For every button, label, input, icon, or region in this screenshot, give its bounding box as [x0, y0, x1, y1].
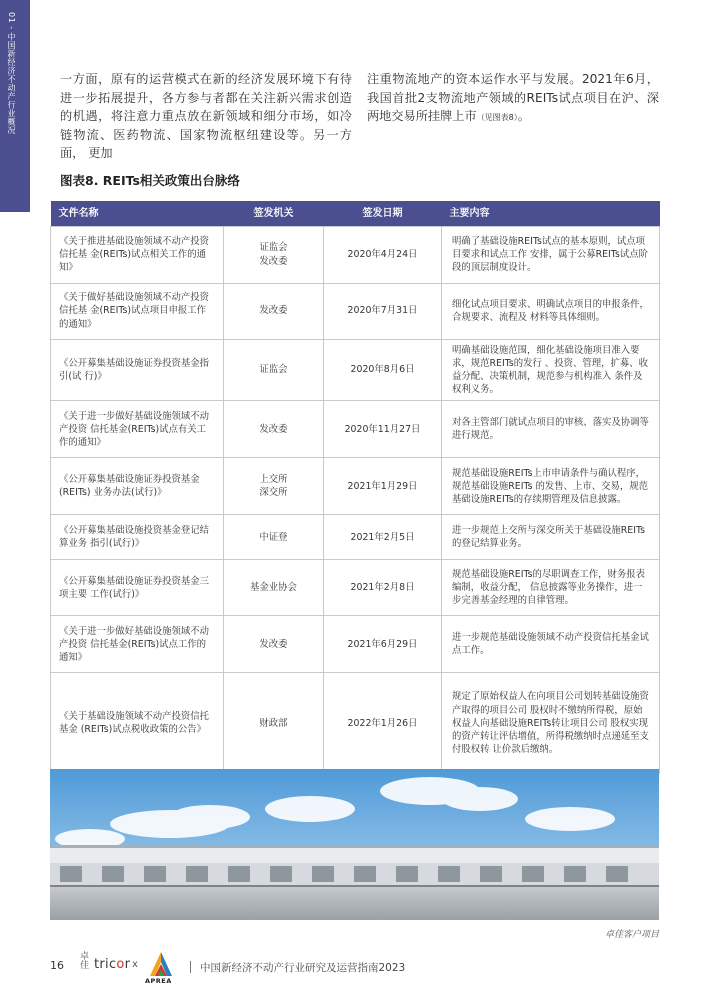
cell-date: 2022年1月26日	[324, 673, 442, 774]
side-section-label: 01 - 中国新经济不动产行业概况	[7, 12, 16, 135]
cell-file-name: 《关于做好基础设施领域不动产投资信托基 金(REITs)试点项目申报工作的通知》	[51, 283, 224, 339]
table-row	[51, 339, 660, 401]
intro-right-end: 。	[517, 109, 530, 123]
cell-date: 2020年11月27日	[324, 401, 442, 458]
cell-issuer: 证监会	[224, 339, 324, 401]
cell-issuer: 发改委	[224, 401, 324, 458]
intro-paragraph-right	[367, 70, 659, 128]
tricor-logo	[94, 957, 130, 972]
cell-content: 进一步规范基础设施领域不动产投资信托基金试点工作。	[442, 616, 660, 673]
cell-content: 明确了基础设施REITs试点的基本原则，试点项目要求和试点工作 安排，属于公募REITs试点阶段的顶层制度设计。	[442, 226, 660, 283]
cell-file-name: 《公开募集基础设施证券投资基金指引(试 行)》	[51, 339, 224, 401]
table-row	[51, 283, 660, 339]
header-content: 主要内容	[442, 201, 660, 226]
footer-divider	[190, 961, 191, 973]
cell-content: 明确基础设施范围，细化基础设施项目准入要求，规范REITs的发行 、投资、管理，扩募、收益分配、决策机制，规范参与机构准入 条件及权利义务。	[442, 339, 660, 401]
cell-date: 2020年8月6日	[324, 339, 442, 401]
page-number: 16	[50, 959, 64, 972]
cell-date: 2020年7月31日	[324, 283, 442, 339]
policy-table	[50, 201, 660, 774]
table-row	[51, 560, 660, 616]
tricor-logo-accent: o	[116, 957, 125, 972]
cell-content: 进一步规范上交所与深交所关于基础设施REITs的登记结算业务。	[442, 515, 660, 560]
figure-reference: （见图表8）	[476, 113, 518, 122]
cell-content: 细化试点项目要求、明确试点项目的申报条件，合规要求、流程及 材料等具体细则。	[442, 283, 660, 339]
table-row	[51, 673, 660, 774]
cell-issuer: 财政部	[224, 673, 324, 774]
cell-file-name: 《公开募集基础设施投资基金登记结算业务 指引(试行)》	[51, 515, 224, 560]
aprea-logo-text: APREA	[145, 977, 172, 985]
warehouse-photo	[50, 769, 659, 920]
table-row	[51, 616, 660, 673]
cell-file-name: 《公开募集基础设施证券投资基金三项主要 工作(试行)》	[51, 560, 224, 616]
cell-file-name: 《公开募集基础设施证券投资基金(REITs) 业务办法(试行)》	[51, 458, 224, 515]
cell-issuer: 上交所 深交所	[224, 458, 324, 515]
table-row	[51, 401, 660, 458]
cell-issuer: 基金业协会	[224, 560, 324, 616]
cell-file-name: 《关于进一步做好基础设施领域不动产投资 信托基金(REITs)试点有关工作的通知》	[51, 401, 224, 458]
cell-date: 2021年2月8日	[324, 560, 442, 616]
page-footer	[0, 950, 710, 990]
cell-content: 规范基础设施REITs的尽职调查工作，财务报表编制，收益分配， 信息披露等业务操作，进一步完善基金经理的自律管理。	[442, 560, 660, 616]
cell-file-name: 《关于基础设施领域不动产投资信托基金 (REITs)试点税收政策的公告》	[51, 673, 224, 774]
side-section-tab	[0, 0, 30, 212]
intro-right-text: 注重物流地产的资本运作水平与发展。2021年6月， 我国首批2支物流地产领域的REITs试点项目在沪、深两地交易所挂牌上市	[367, 72, 659, 123]
cell-content: 规定了原始权益人在向项目公司划转基础设施资产取得的项目公司 股权时不缴纳所得税，原始权益人向基础设施REITs转让项目公司 股权实现的资产转让评估增值，所得税缴纳时点递延至支付股权转 让价款后缴纳。	[442, 673, 660, 774]
cell-issuer: 证监会 发改委	[224, 226, 324, 283]
cell-content: 规范基础设施REITs上市申请条件与确认程序，规范基础设施REITs 的发售、上市、交易，规范基础设施REITs的存续期管理及信息披露。	[442, 458, 660, 515]
header-file-name: 文件名称	[51, 201, 224, 226]
table-header-row	[51, 201, 660, 226]
tricor-logo-part-c: r	[124, 957, 131, 972]
cell-issuer: 发改委	[224, 616, 324, 673]
header-date: 签发日期	[324, 201, 442, 226]
cell-date: 2020年4月24日	[324, 226, 442, 283]
table-row	[51, 515, 660, 560]
table-row	[51, 458, 660, 515]
aprea-logo-icon	[146, 950, 176, 980]
table-body	[51, 226, 660, 774]
cell-file-name: 《关于推进基础设施领域不动产投资信托基 金(REITs)试点相关工作的通知》	[51, 226, 224, 283]
publication-title: 中国新经济不动产行业研究及运营指南2023	[200, 962, 406, 974]
header-issuer: 签发机关	[224, 201, 324, 226]
cell-issuer: 中证登	[224, 515, 324, 560]
tricor-logo-part-a: tric	[94, 957, 117, 972]
logo-separator-x: x	[132, 959, 138, 970]
cell-issuer: 发改委	[224, 283, 324, 339]
cell-content: 对各主管部门就试点项目的审核、落实及协调等进行规范。	[442, 401, 660, 458]
cell-date: 2021年6月29日	[324, 616, 442, 673]
tricor-chinese-logo: 卓佳	[80, 952, 90, 971]
figure-title: 图表8. REITs相关政策出台脉络	[60, 173, 240, 188]
table-row	[51, 226, 660, 283]
cell-file-name: 《关于进一步做好基础设施领域不动产投资 信托基金(REITs)试点工作的通知》	[51, 616, 224, 673]
photo-caption: 卓佳客户项目	[604, 930, 659, 940]
cell-date: 2021年1月29日	[324, 458, 442, 515]
cell-date: 2021年2月5日	[324, 515, 442, 560]
intro-paragraph-left: 一方面，原有的运营模式在新的经济发展环境下有待进一步拓展提升，各方参与者都在关注新兴需求创造的机遇，将注意力重点放在新领域和细分市场，如冷链物流、医药物流、国家物流枢纽建设等。另一方面， 更加	[60, 72, 352, 160]
